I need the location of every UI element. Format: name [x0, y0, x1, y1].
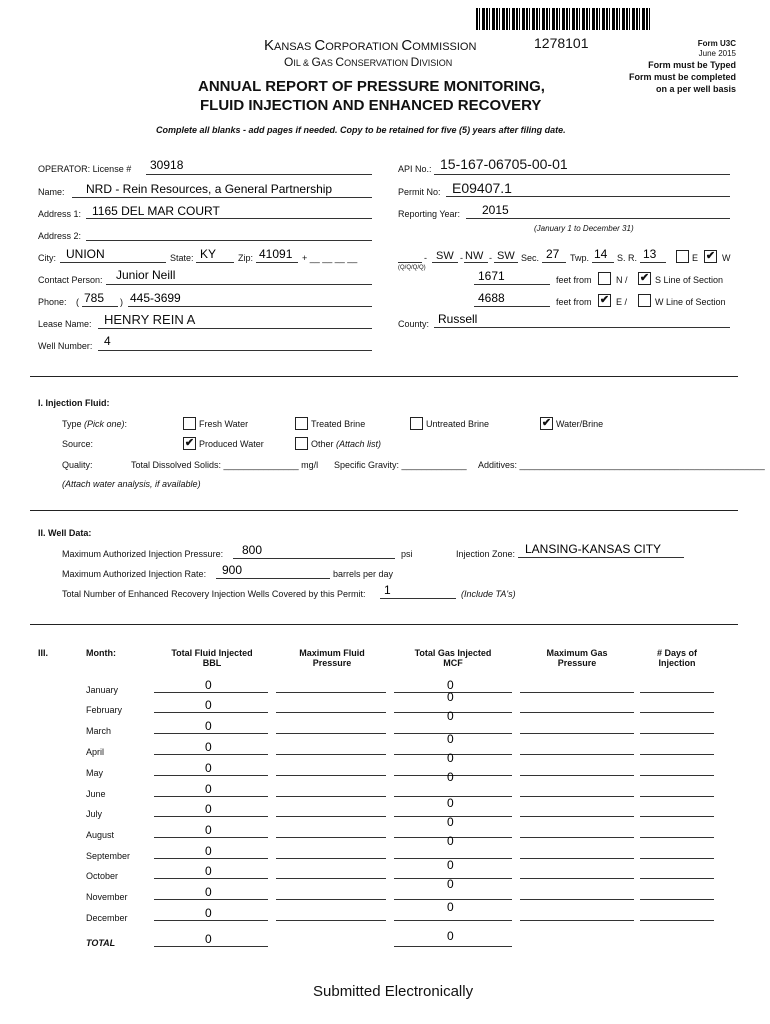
well-number-field[interactable]: 4	[104, 334, 111, 348]
south-label: S Line of Section	[655, 275, 724, 285]
psi-label: psi	[401, 549, 413, 559]
cell-line[interactable]	[154, 858, 268, 859]
sec-label: Sec.	[521, 253, 540, 263]
injection-fluid-heading: I. Injection Fluid:	[38, 398, 110, 408]
well-data-heading: II. Well Data:	[38, 528, 92, 538]
range-west-label: W	[722, 253, 731, 263]
cell-line[interactable]	[154, 796, 268, 797]
cell-line[interactable]	[276, 899, 386, 900]
tds-field[interactable]: Total Dissolved Solids: _______________ mg/l	[131, 460, 319, 470]
cell-line[interactable]	[154, 816, 268, 817]
reporting-year-label: Reporting Year:	[398, 209, 461, 219]
wells-covered-label: Total Number of Enhanced Recovery Injection Wells Covered by this Permit:	[62, 589, 366, 599]
total-fluid-field[interactable]: 0	[205, 932, 212, 946]
city-field[interactable]: UNION	[66, 247, 105, 261]
max-rate-field[interactable]: 900	[222, 563, 243, 577]
cell-line[interactable]	[520, 754, 634, 755]
permit-field[interactable]: E09407.1	[452, 180, 512, 196]
api-label: API No.:	[398, 164, 432, 174]
month-gas-field[interactable]: 0	[447, 678, 454, 692]
zip-field[interactable]: 41091	[259, 247, 293, 261]
col-total-fluid: Total Fluid Injected BBL	[171, 648, 253, 668]
cell-line[interactable]	[154, 692, 268, 693]
division-name: OIL & GAS CONSERVATION DIVISION	[284, 55, 453, 69]
wells-covered-note: (Include TA's)	[461, 589, 516, 599]
month-gas-field[interactable]: 0	[447, 690, 454, 704]
form-note-completed: Form must be completed	[628, 72, 736, 82]
form-title-line2: FLUID INJECTION AND ENHANCED RECOVERY	[200, 97, 542, 114]
section-field[interactable]: 27	[546, 247, 560, 261]
address2-label: Address 2:	[38, 231, 82, 241]
contact-label: Contact Person:	[38, 275, 103, 285]
cell-line[interactable]	[640, 733, 714, 734]
west-label: W Line of Section	[655, 297, 726, 307]
col-max-fluid-pressure: Maximum Fluid Pressure	[299, 648, 365, 668]
max-pressure-field[interactable]: 800	[242, 543, 263, 557]
cell-line[interactable]	[640, 837, 714, 838]
form-note-per-well: on a per well basis	[655, 84, 736, 94]
cell-line[interactable]	[276, 837, 386, 838]
month-fluid-field[interactable]: 0	[205, 802, 212, 816]
month-fluid-field[interactable]: 0	[205, 844, 212, 858]
range-east-checkbox[interactable]	[676, 250, 689, 263]
cell-line[interactable]	[640, 899, 714, 900]
ns-feet-field[interactable]: 1671	[478, 269, 505, 283]
produced-water-checkbox[interactable]: ✔	[184, 437, 195, 449]
cell-line[interactable]	[276, 775, 386, 776]
dash-1: -	[424, 253, 427, 263]
month-gas-field[interactable]: 0	[447, 770, 454, 784]
wells-covered-field[interactable]: 1	[384, 583, 391, 597]
zip-label: Zip:	[238, 253, 254, 263]
barcode	[476, 8, 652, 30]
month-gas-field[interactable]: 0	[447, 858, 454, 872]
phone-close-paren: )	[120, 297, 123, 307]
type-label: Type (Pick one):	[62, 419, 128, 429]
source-label: Source:	[62, 439, 94, 449]
col-days-injection: # Days of Injection	[656, 648, 698, 668]
month-fluid-field[interactable]: 0	[205, 823, 212, 837]
month-gas-field[interactable]: 0	[447, 751, 454, 765]
name-label: Name:	[38, 187, 65, 197]
north-checkbox[interactable]	[598, 272, 611, 285]
twp-label: Twp.	[570, 253, 590, 263]
form-note-typed: Form must be Typed	[648, 60, 736, 70]
total-label: TOTAL	[86, 938, 116, 948]
north-label: N /	[616, 275, 628, 285]
contact-field[interactable]: Junior Neill	[116, 268, 176, 282]
cell-line[interactable]	[640, 775, 714, 776]
ew-feet-field[interactable]: 4688	[478, 291, 505, 305]
state-field[interactable]: KY	[200, 247, 217, 261]
untreated-brine-label: Untreated Brine	[426, 419, 490, 429]
submitted-electronically: Submitted Electronically	[313, 983, 474, 1000]
instructions: Complete all blanks - add pages if needed. Copy to be retained for five (5) years after filing date.	[156, 125, 566, 135]
quarter-3-field[interactable]: SW	[497, 250, 515, 262]
divider-3	[30, 624, 738, 625]
east-checkbox[interactable]: ✔	[599, 294, 610, 306]
injection-zone-field[interactable]: LANSING-KANSAS CITY	[525, 542, 662, 556]
month-header: Month:	[86, 648, 116, 658]
month-fluid-field[interactable]: 0	[205, 740, 212, 754]
month-label: September	[86, 851, 131, 861]
area-code-field[interactable]: 785	[84, 291, 105, 305]
cell-line[interactable]	[276, 878, 386, 879]
cell-line[interactable]	[520, 775, 634, 776]
cell-line[interactable]	[640, 796, 714, 797]
cell-line[interactable]	[520, 858, 634, 859]
lease-label: Lease Name:	[38, 319, 92, 329]
cell-line[interactable]	[640, 692, 714, 693]
county-field[interactable]: Russell	[438, 312, 478, 326]
cell-line[interactable]	[276, 858, 386, 859]
month-label: January	[86, 685, 119, 695]
cell-line[interactable]	[154, 775, 268, 776]
cell-line[interactable]	[154, 712, 268, 713]
cell-line[interactable]	[154, 754, 268, 755]
month-gas-field[interactable]: 0	[447, 834, 454, 848]
month-fluid-field[interactable]: 0	[205, 782, 212, 796]
cell-line[interactable]	[640, 920, 714, 921]
cell-line[interactable]	[154, 878, 268, 879]
ew-feet-from: feet from	[556, 297, 592, 307]
month-label: February	[86, 705, 123, 715]
zip-plus[interactable]: + __ __ __ __	[302, 253, 358, 263]
cell-line[interactable]	[276, 816, 386, 817]
state-label: State:	[170, 253, 194, 263]
form-title-line1: ANNUAL REPORT OF PRESSURE MONITORING,	[198, 78, 545, 95]
cell-line[interactable]	[520, 733, 634, 734]
document-number: 1278101	[534, 35, 589, 51]
treated-brine-checkbox[interactable]	[295, 417, 308, 430]
quarter-1-field[interactable]: SW	[436, 250, 454, 262]
month-gas-field[interactable]: 0	[447, 877, 454, 891]
col-max-gas-pressure: Maximum Gas Pressure	[546, 648, 608, 668]
month-fluid-field[interactable]: 0	[205, 864, 212, 878]
month-gas-field[interactable]: 0	[447, 815, 454, 829]
form-id: Form U3C	[697, 39, 736, 48]
cell-line[interactable]	[276, 733, 386, 734]
cell-line[interactable]	[154, 837, 268, 838]
qqqq-note: (Q/Q/Q/Q)	[398, 265, 426, 271]
cell-line[interactable]	[276, 712, 386, 713]
max-rate-label: Maximum Authorized Injection Rate:	[62, 569, 207, 579]
cell-line[interactable]	[154, 733, 268, 734]
phone-label: Phone:	[38, 297, 67, 307]
cell-line[interactable]	[154, 899, 268, 900]
range-field[interactable]: 13	[643, 247, 657, 261]
other-source-label: Other (Attach list)	[311, 439, 382, 449]
untreated-brine-checkbox[interactable]	[410, 417, 423, 430]
month-fluid-field[interactable]: 0	[205, 678, 212, 692]
lease-field[interactable]: HENRY REIN A	[104, 312, 196, 327]
county-label: County:	[398, 319, 430, 329]
form-date: June 2015	[698, 49, 736, 58]
cell-line[interactable]	[640, 712, 714, 713]
well-number-label: Well Number:	[38, 341, 93, 351]
cell-line[interactable]	[520, 878, 634, 879]
month-label: August	[86, 830, 115, 840]
cell-line[interactable]	[154, 920, 268, 921]
cell-line[interactable]	[394, 920, 512, 921]
range-west-checkbox[interactable]: ✔	[705, 250, 716, 262]
cell-line[interactable]	[640, 878, 714, 879]
quality-label: Quality:	[62, 460, 93, 470]
rate-unit-label: barrels per day	[333, 569, 394, 579]
month-label: October	[86, 871, 119, 881]
cell-line[interactable]	[520, 796, 634, 797]
injection-zone-label: Injection Zone:	[456, 549, 516, 559]
attach-analysis-note: (Attach water analysis, if available)	[62, 479, 201, 489]
s-r-label: S. R.	[617, 253, 638, 263]
cell-line[interactable]	[640, 754, 714, 755]
cell-line[interactable]	[520, 837, 634, 838]
treated-brine-label: Treated Brine	[311, 419, 366, 429]
water-brine-checkbox[interactable]: ✔	[541, 417, 552, 429]
month-gas-field[interactable]: 0	[447, 900, 454, 914]
cell-line[interactable]	[520, 899, 634, 900]
month-gas-field[interactable]: 0	[447, 732, 454, 746]
dash-3: -	[489, 253, 492, 263]
total-gas-field[interactable]: 0	[447, 929, 454, 943]
month-label: November	[86, 892, 128, 902]
month-fluid-field[interactable]: 0	[205, 885, 212, 899]
month-fluid-field[interactable]: 0	[205, 698, 212, 712]
east-label: E /	[616, 297, 628, 307]
other-source-checkbox[interactable]	[295, 437, 308, 450]
additives-field[interactable]: Additives: _________________________________________________	[478, 460, 765, 470]
reporting-year-field[interactable]: 2015	[482, 203, 509, 217]
city-label: City:	[38, 253, 56, 263]
operator-name-field[interactable]: NRD - Rein Resources, a General Partnership	[86, 182, 333, 196]
reporting-year-note: (January 1 to December 31)	[534, 224, 634, 233]
cell-line[interactable]	[520, 920, 634, 921]
cell-line[interactable]	[276, 796, 386, 797]
dash-2: -	[460, 253, 463, 263]
produced-water-label: Produced Water	[199, 439, 264, 449]
month-fluid-field[interactable]: 0	[205, 906, 212, 920]
api-field[interactable]: 15-167-06705-00-01	[440, 156, 568, 172]
address1-label: Address 1:	[38, 209, 82, 219]
address1-field[interactable]: 1165 DEL MAR COURT	[92, 204, 220, 218]
month-gas-field[interactable]: 0	[447, 709, 454, 723]
range-east-label: E	[692, 253, 699, 263]
cell-line[interactable]	[640, 816, 714, 817]
section-iii-label: III.	[38, 648, 49, 658]
month-label: July	[86, 809, 103, 819]
month-fluid-field[interactable]: 0	[205, 761, 212, 775]
month-label: April	[86, 747, 105, 757]
fresh-water-checkbox[interactable]	[183, 417, 196, 430]
cell-line[interactable]	[640, 858, 714, 859]
month-gas-field[interactable]: 0	[447, 796, 454, 810]
permit-label: Permit No:	[398, 187, 441, 197]
month-fluid-field[interactable]: 0	[205, 719, 212, 733]
phone-field[interactable]: 445-3699	[130, 291, 181, 305]
month-label: June	[86, 789, 106, 799]
cell-line[interactable]	[276, 754, 386, 755]
divider-2	[30, 510, 738, 511]
ns-feet-from: feet from	[556, 275, 592, 285]
cell-line[interactable]	[276, 692, 386, 693]
fresh-water-label: Fresh Water	[199, 419, 249, 429]
cell-line[interactable]	[276, 920, 386, 921]
month-label: March	[86, 726, 112, 736]
col-total-gas: Total Gas Injected MCF	[414, 648, 492, 668]
west-checkbox[interactable]	[638, 294, 651, 307]
max-pressure-label: Maximum Authorized Injection Pressure:	[62, 549, 224, 559]
phone-open-paren: (	[76, 297, 79, 307]
specific-gravity-field[interactable]: Specific Gravity: _____________	[334, 460, 467, 470]
township-field[interactable]: 14	[594, 247, 608, 261]
cell-line[interactable]	[520, 692, 634, 693]
cell-line[interactable]	[520, 816, 634, 817]
quarter-2-field[interactable]: NW	[465, 250, 484, 262]
license-label: OPERATOR: License #	[38, 164, 132, 174]
license-field[interactable]: 30918	[150, 158, 184, 172]
water-brine-label: Water/Brine	[556, 419, 604, 429]
cell-line[interactable]	[520, 712, 634, 713]
month-label: May	[86, 768, 104, 778]
agency-name: KANSAS CORPORATION COMMISSION	[264, 37, 477, 54]
south-checkbox[interactable]: ✔	[639, 272, 650, 284]
divider-1	[30, 376, 738, 377]
month-label: December	[86, 913, 128, 923]
